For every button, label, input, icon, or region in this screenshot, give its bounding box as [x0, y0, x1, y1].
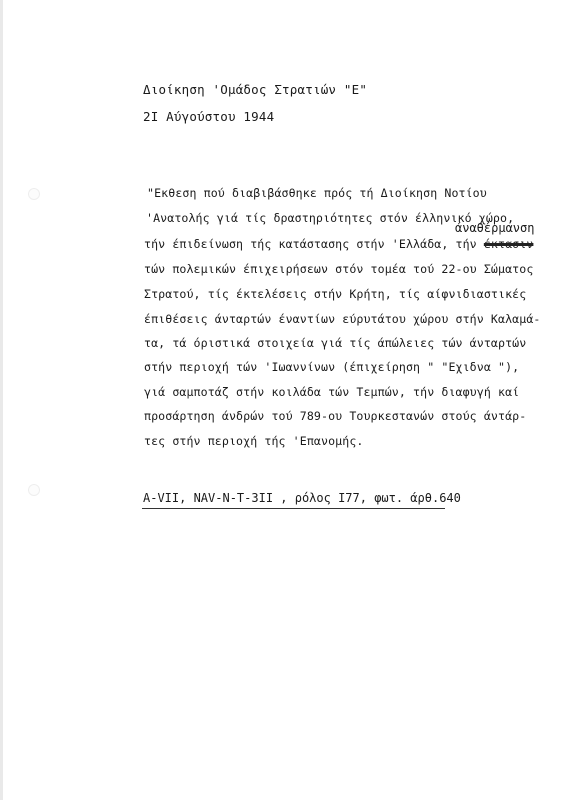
body-line: τες στήν περιοχή τής 'Επανομής. [144, 434, 364, 448]
body-line: στήν περιοχή τών 'Ιωαννίνων (έπιχείρηση " "Εχιδνα "), [144, 360, 520, 374]
body-line: προσάρτηση άνδρών τού 789-ου Τουρκεστανών στούς άντάρ- [144, 409, 527, 423]
body-line: "Εκθεση πού διαβιβάσθηκε πρός τή Διοίκηση Νοτίου [147, 186, 487, 200]
reference-underline [142, 508, 445, 509]
archive-reference: A-VII, NAV-N-T-3II , ρόλος Ι77, φωτ. άρθ.640 [143, 491, 461, 505]
page-edge [0, 0, 3, 800]
punch-hole [28, 188, 40, 200]
struck-word: έκτασιν [483, 237, 534, 251]
body-line: Στρατού, τίς έκτελέσεις στήν Κρήτη, τίς αίφνιδιαστικές [144, 287, 527, 301]
body-line: 'Ανατολής γιά τίς δραστηριότητες στόν έλληνικό χώρο, [146, 211, 515, 225]
body-line: έπιθέσεις άνταρτών έναντίων εύρυτάτου χώρου στήν Καλαμά- [144, 312, 541, 326]
body-line: τα, τά όριστικά στοιχεία γιά τίς άπώλειες τών άνταρτών [144, 336, 527, 350]
body-line [144, 237, 533, 251]
punch-hole [28, 484, 40, 496]
body-line: τών πολεμικών έπιχειρήσεων στόν τομέα τού 22-ου Σώματος [144, 262, 534, 276]
handwritten-insertion: άναθέρμανση [455, 221, 535, 235]
body-line: γιά σαμποτάζ στήν κοιλάδα τών Τεμπών, τήν διαφυγή καί [144, 385, 520, 399]
header-command: Διοίκηση 'Ομάδος Στρατιών "Ε" [143, 82, 368, 97]
body-text: τήν έπιδείνωση τής κατάστασης στήν 'Ελλάδα, τήν [144, 237, 484, 251]
header-date: 2Ι Αύγούστου 1944 [143, 109, 275, 124]
